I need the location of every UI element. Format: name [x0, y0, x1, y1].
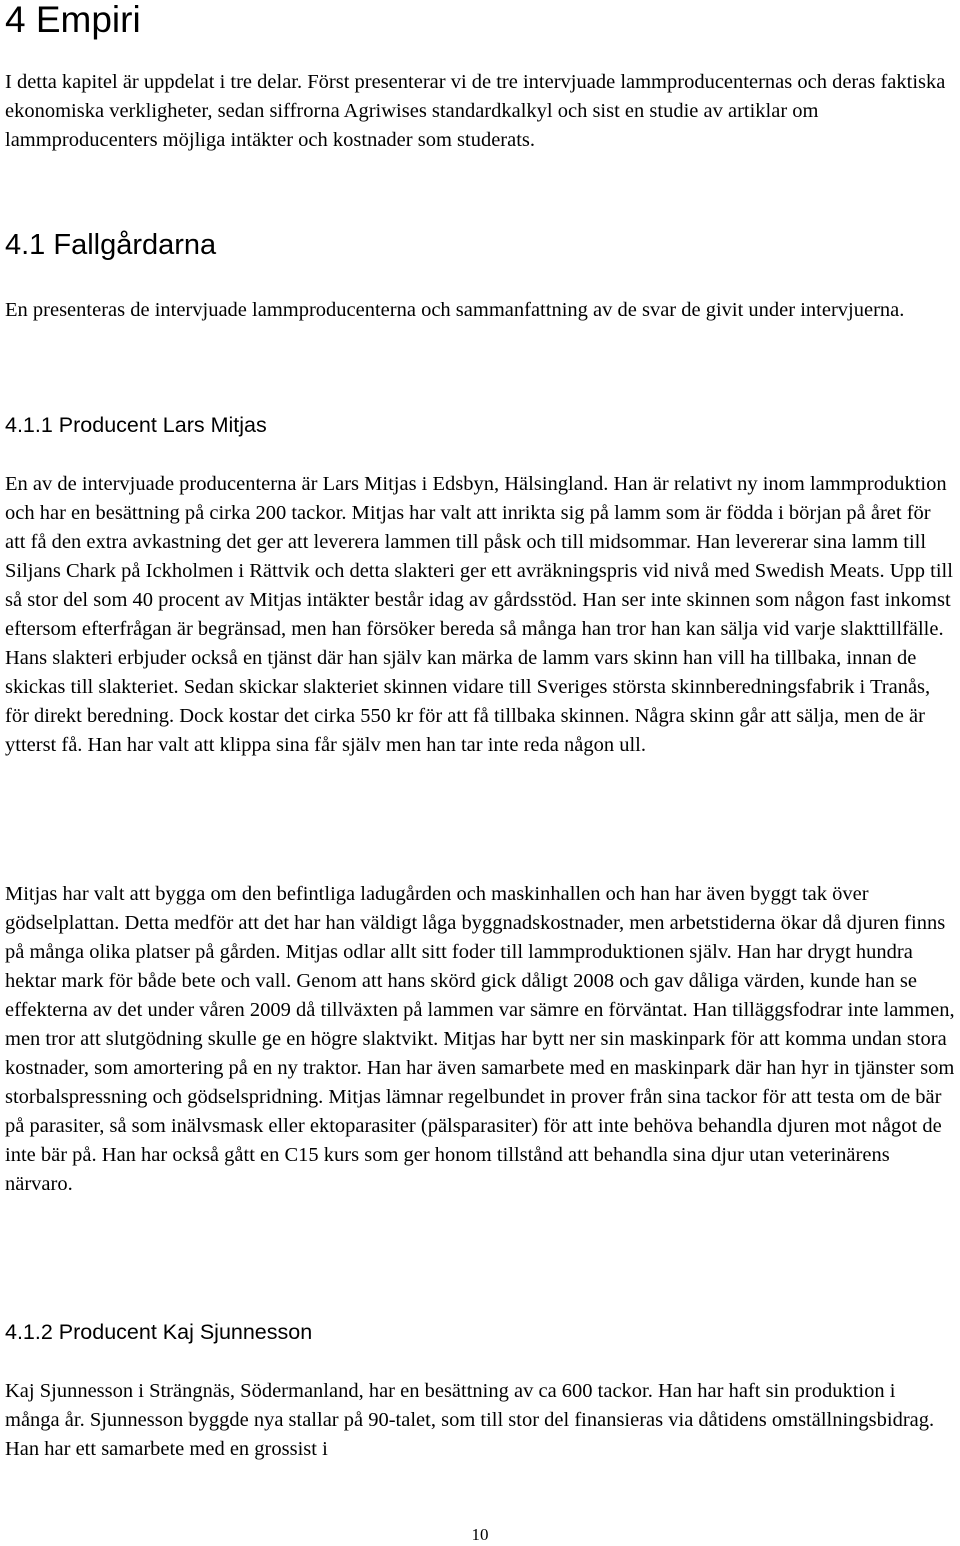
chapter-title: 4 Empiri — [5, 0, 141, 40]
sjunnesson-paragraph-1: Kaj Sjunnesson i Strängnäs, Södermanland, har en besättning av ca 600 tackor. Han har haft sin produktion i många år. Sjunnesson byggde nya stallar på 90-talet, som till stor del finansieras via dåtidens omställningsbidrag. Han har ett samarbete med en grossist i — [5, 1380, 935, 1460]
section-intro-paragraph: En presenteras de intervjuade lammproducenterna och sammanfattning av de svar de givit under intervjuerna. — [5, 299, 905, 321]
mitjas-paragraph-1: En av de intervjuade producenterna är Lars Mitjas i Edsbyn, Hälsingland. Han är relativt ny inom lammproduktion och har en besättning på cirka 200 tackor. Mitjas har valt att inrikta sig på lamm som är födda i början på året för att få den extra avkastning det ger att leverera lammen till påsk och till midsommar. Han levererar sina lamm till Siljans Chark på Ickholmen i Rättvik och detta slakteri ger ett avräkningspris vid nivå med Swedish Meats. Upp till så stor del som 40 procent av Mitjas intäkter består idag av gårdsstöd. Han ser inte skinnen som någon fast inkomst eftersom efterfrågan är begränsad, men han försöker bereda så många han tror han kan sälja vid varje slakttillfälle. Hans slakteri erbjuder också en tjänst där han själv kan märka de lamm vars skinn han vill ha tillbaka, innan de skickas till slakteriet. Sedan skickar slakteriet skinnen vidare till Sveriges största skinnberedningsfabrik i Tranås, för direkt beredning. Dock kostar det cirka 550 kr för att få tillbaka skinnen. Några skinn går att sälja, men de är ytterst få. Han har valt att klippa sina får själv men han tar inte reda någon ull. — [5, 473, 953, 756]
page-number: 10 — [471, 1525, 489, 1544]
subsection-title-lars-mitjas: 4.1.1 Producent Lars Mitjas — [5, 413, 267, 437]
subsection-title-kaj-sjunnesson: 4.1.2 Producent Kaj Sjunnesson — [5, 1320, 313, 1344]
section-title-fallgardarna: 4.1 Fallgårdarna — [5, 229, 217, 261]
chapter-intro-paragraph: I detta kapitel är uppdelat i tre delar. Först presenterar vi de tre intervjuade lammproducenternas och deras faktiska ekonomiska verkligheter, sedan siffrorna Agriwises standardkalkyl och sist en studie av artiklar om lammproducenters möjliga intäkter och kostnader som studerats. — [5, 71, 946, 151]
mitjas-paragraph-2: Mitjas har valt att bygga om den befintliga ladugården och maskinhallen och han har även byggt tak över gödselplattan. Detta medför att det har han väldigt låga byggnadskostnader, men arbetstiderna ökar då djuren finns på många olika platser på gården. Mitjas odlar allt sitt foder till lammproduktionen själv. Han har drygt hundra hektar mark för både bete och vall. Genom att hans skörd gick dåligt 2008 och gav dåliga värden, kunde han se effekterna av det under våren 2009 då tillväxten på lammen var sämre en förväntat. Han tilläggsfodrar inte lammen, men tror att slutgödning skulle ge en högre slaktvikt. Mitjas har bytt ner sin maskinpark för att komma undan stora kostnader, som amortering på en ny traktor. Han har även samarbete med en maskinpark där han hyr in tjänster som storbalspressning och gödselspridning. Mitjas lämnar regelbundet in prover från sina tackor för att testa om de bär på parasiter, så som inälvsmask eller ektoparasiter (pälsparasiter) för att inte behöva behandla djuren mot något de inte bär på. Han har också gått en C15 kurs som ger honom tillstånd att behandla sina djur utan veterinärens närvaro. — [5, 883, 955, 1195]
